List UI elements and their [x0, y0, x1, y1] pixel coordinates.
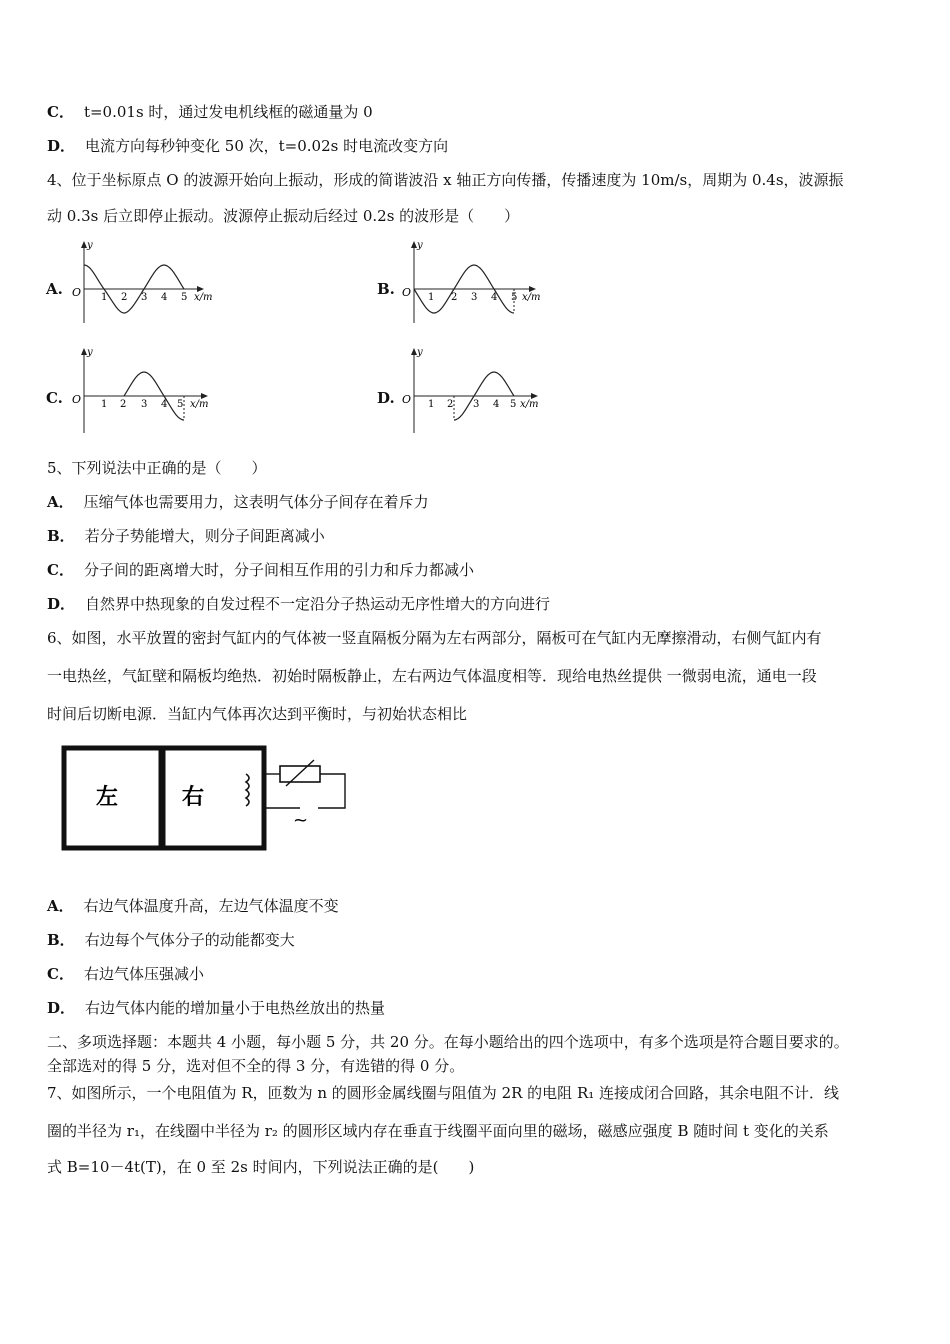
q3-option-c	[47, 102, 373, 122]
q6-option-a	[47, 896, 339, 916]
q6-option-d	[47, 998, 385, 1018]
q7-stem-line2: 圈的半径为 r₁，在线圈中半径为 r₂ 的圆形区域内存在垂直于线圈平面向里的磁场，磁感应强度 B 随时间 t 变化的关系	[47, 1122, 829, 1140]
option-text: 右边气体内能的增加量小于电热丝放出的热量	[85, 999, 386, 1017]
graph-d-letter: D.	[377, 389, 395, 407]
q4-stem-line2: 动 0.3s 后立即停止振动。波源停止振动后经过 0.2s 的波形是（ ）	[47, 207, 520, 225]
option-letter: D．	[47, 137, 76, 155]
left-chamber-label: 左	[96, 785, 119, 810]
cylinder-diagram	[60, 738, 360, 857]
option-text: 压缩气体也需要用力，这表明气体分子间存在着斥力	[83, 493, 429, 511]
q5-stem: 5、下列说法中正确的是（ ）	[47, 459, 267, 477]
tick-label: 3	[141, 399, 148, 410]
tick-label: 5	[177, 399, 184, 410]
q6-stem-line3: 时间后切断电源．当缸内气体再次达到平衡时，与初始状态相比	[47, 705, 468, 723]
q5-option-d	[47, 594, 550, 614]
rheostat-icon	[280, 766, 320, 782]
option-text: 自然界中热现象的自发过程不一定沿分子热运动无序性增大的方向进行	[85, 595, 551, 613]
option-letter: C．	[47, 561, 74, 579]
option-letter: C．	[47, 103, 74, 121]
option-letter: D．	[47, 595, 76, 613]
origin-label: O	[72, 286, 82, 299]
q5-option-b	[47, 526, 325, 546]
tick-label: 1	[101, 292, 108, 303]
option-letter: D．	[47, 999, 76, 1017]
q6-stem-line2: 一电热丝，气缸壁和隔板均绝热．初始时隔板静止，左右两边气体温度相等．现给电热丝提供 一微弱电流，通电一段	[47, 667, 817, 685]
x-axis-label: x/m	[190, 399, 209, 410]
tick-label: 3	[471, 292, 478, 303]
q7-stem-line3: 式 B=10－4t(T)，在 0 至 2s 时间内，下列说法正确的是( )	[47, 1158, 475, 1176]
q4-stem-line1: 4、位于坐标原点 O 的波源开始向上振动，形成的简谐波沿 x 轴正方向传播，传播速度为 10m/s，周期为 0.4s，波源振	[47, 171, 844, 189]
y-axis-label: y	[417, 240, 423, 251]
option-text: 若分子势能增大，则分子间距离减小	[84, 527, 325, 545]
x-axis-label: x/m	[520, 399, 539, 410]
ac-source-icon: ~	[293, 810, 309, 831]
section2-line1: 二、多项选择题：本题共 4 小题，每小题 5 分，共 20 分。在每小题给出的四个选项中，有多个选项是符合题目要求的。	[47, 1033, 849, 1051]
option-text: 电流方向每秒钟变化 50 次，t=0.02s 时电流改变方向	[85, 137, 449, 155]
wave-graph-b	[400, 238, 560, 332]
q6-stem-line1: 6、如图，水平放置的密封气缸内的气体被一竖直隔板分隔为左右两部分，隔板可在气缸内无摩擦滑动，右侧气缸内有	[47, 629, 822, 647]
q7-stem-line1: 7、如图所示，一个电阻值为 R，匝数为 n 的圆形金属线圈与阻值为 2R 的电阻 R₁ 连接成闭合回路，其余电阻不计．线	[47, 1084, 840, 1102]
tick-label: 3	[473, 399, 480, 410]
tick-label: 3	[141, 292, 148, 303]
graph-b-letter: B.	[377, 280, 395, 298]
graph-a-letter: A.	[46, 280, 63, 298]
tick-label: 4	[491, 292, 498, 303]
tick-label: 5	[181, 292, 188, 303]
option-letter: A．	[47, 493, 74, 511]
option-text: t=0.01s 时，通过发电机线框的磁通量为 0	[83, 103, 373, 121]
right-chamber-label: 右	[182, 785, 205, 810]
option-letter: B．	[47, 527, 75, 545]
y-axis-label: y	[417, 347, 423, 358]
x-axis-label: x/m	[522, 292, 541, 303]
section2-line2: 全部选对的得 5 分，选对但不全的得 3 分，有选错的得 0 分。	[47, 1057, 465, 1075]
y-axis-label: y	[87, 347, 93, 358]
tick-label: 4	[161, 292, 168, 303]
option-letter: A．	[47, 897, 74, 915]
tick-label: 4	[161, 399, 168, 410]
option-text: 右边气体压强减小	[83, 965, 204, 983]
tick-label: 1	[428, 399, 435, 410]
tick-label: 5	[510, 399, 517, 410]
tick-label: 2	[451, 292, 458, 303]
tick-label: 2	[121, 292, 128, 303]
q6-option-b	[47, 930, 295, 950]
wave-graph-d	[400, 345, 560, 441]
q5-option-c	[47, 560, 474, 580]
origin-label: O	[72, 393, 82, 406]
wave-graph-c	[70, 345, 230, 441]
y-axis-label: y	[87, 240, 93, 251]
graph-c-letter: C.	[46, 389, 63, 407]
option-text: 右边气体温度升高，左边气体温度不变	[83, 897, 339, 915]
tick-label: 4	[493, 399, 500, 410]
wave-graph-a	[70, 238, 230, 332]
tick-label: 1	[428, 292, 435, 303]
tick-label: 2	[447, 399, 454, 410]
tick-label: 1	[101, 399, 108, 410]
option-text: 右边每个气体分子的动能都变大	[84, 931, 295, 949]
option-letter: C．	[47, 965, 74, 983]
origin-label: O	[402, 286, 412, 299]
tick-label: 5	[511, 292, 518, 303]
q3-option-d	[47, 136, 448, 156]
tick-label: 2	[120, 399, 127, 410]
option-letter: B．	[47, 931, 75, 949]
q6-option-c	[47, 964, 204, 984]
origin-label: O	[402, 393, 412, 406]
q5-option-a	[47, 492, 429, 512]
x-axis-label: x/m	[194, 292, 213, 303]
option-text: 分子间的距离增大时，分子间相互作用的引力和斥力都减小	[83, 561, 474, 579]
